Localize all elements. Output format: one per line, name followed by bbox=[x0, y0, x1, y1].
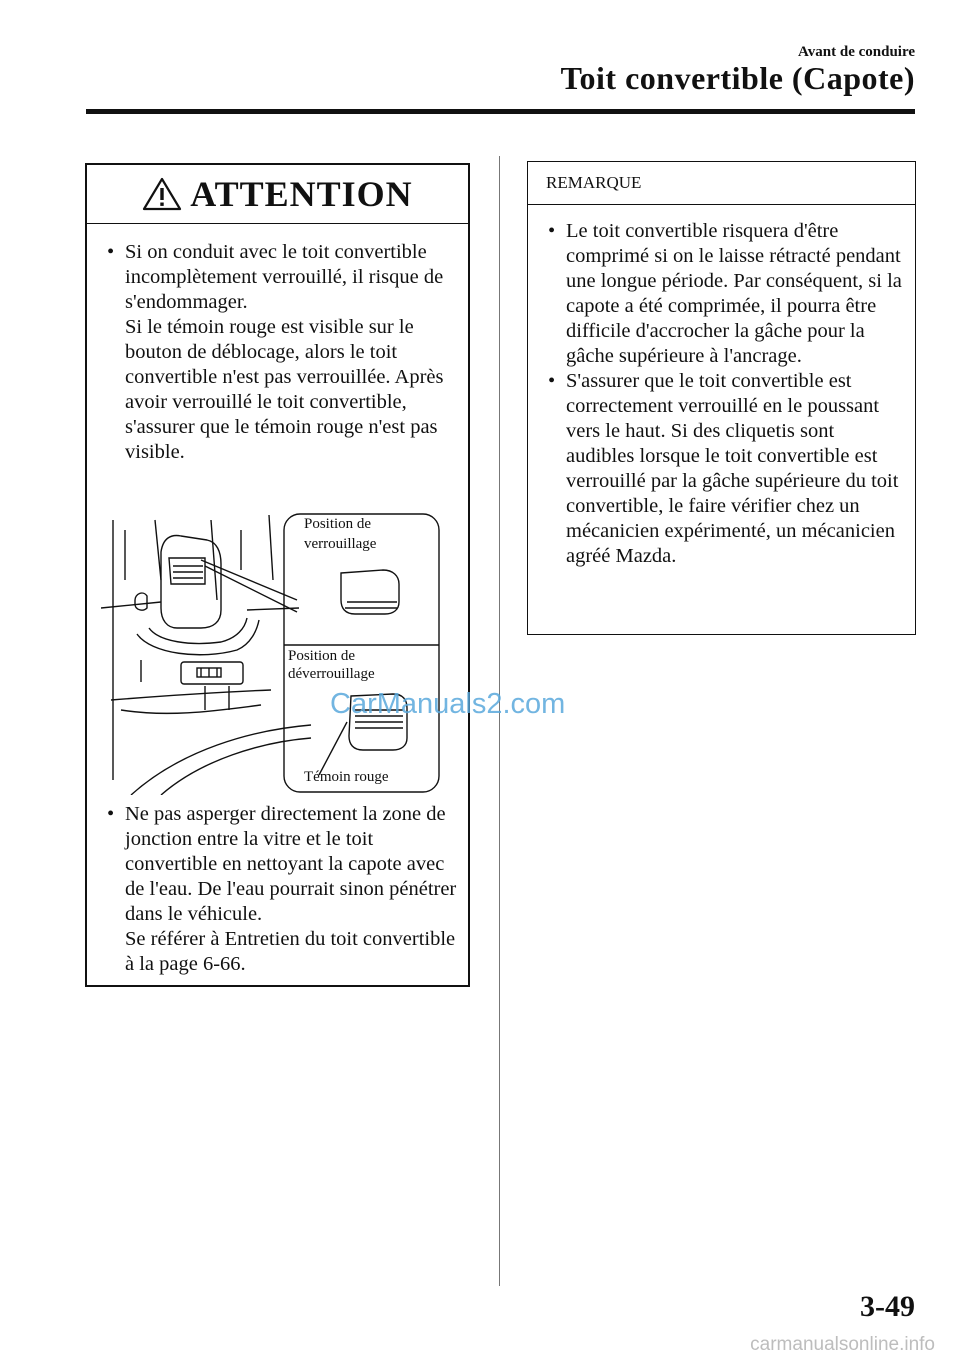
bullet-glyph: • bbox=[107, 241, 115, 263]
caution-title: ATTENTION bbox=[190, 174, 413, 214]
note-box bbox=[527, 161, 916, 635]
caution-box bbox=[85, 163, 470, 987]
unlocked-position-label bbox=[288, 647, 375, 683]
page-title: Toit convertible (Capote) bbox=[560, 60, 915, 96]
caution-paragraph: Si le témoin rouge est visible sur le bouton de déblocage, alors le toit convertible n'est pas verrouillée. Après avoir verrouillé le toit convertible, s'assurer que le témoin rouge n'est pas visible. bbox=[125, 316, 444, 463]
console-drawing bbox=[101, 510, 456, 795]
unlocked-label-line: Position de bbox=[288, 648, 356, 664]
note-paragraph: Le toit convertible risquera d'être comprimé si on le laisse rétracté pendant une longue période. Par conséquent, si la capote a été comprimée, il pourra être difficile d'accrocher la gâche pour la gâche supérieure à l'ancrage. bbox=[566, 220, 902, 367]
page-number: 3-49 bbox=[860, 1290, 915, 1323]
caution-item bbox=[87, 802, 458, 977]
locked-label-line: Position de bbox=[304, 516, 372, 532]
header-rule bbox=[86, 109, 915, 114]
release-button-illustration bbox=[101, 510, 456, 795]
caution-paragraph: Se référer à Entretien du toit convertible à la page 6-66. bbox=[125, 928, 456, 975]
red-indicator-label: Témoin rouge bbox=[304, 769, 389, 785]
footer-site: carmanualsonline.info bbox=[750, 1334, 935, 1355]
watermark: CarManuals2.com bbox=[330, 688, 566, 720]
note-paragraph: S'assurer que le toit convertible est correctement verrouillé en le poussant vers le haut. Si des cliquetis sont audibles lorsque le toit convertible est verrouillé par la gâche supérieure du toit convertible, le faire vérifier chez un mécanicien expérimenté, un mécanicien agréé Mazda. bbox=[566, 370, 899, 567]
caution-list bbox=[87, 802, 458, 977]
section-title: Avant de conduire bbox=[798, 44, 915, 60]
note-list bbox=[528, 219, 907, 569]
note-item bbox=[528, 369, 907, 569]
warning-triangle-icon bbox=[142, 177, 182, 211]
bullet-glyph: • bbox=[107, 803, 115, 825]
bullet-glyph: • bbox=[548, 220, 556, 242]
locked-label-line: verrouillage bbox=[304, 536, 377, 552]
caution-header bbox=[87, 165, 468, 224]
caution-paragraph: Ne pas asperger directement la zone de jonction entre la vitre et le toit convertible en nettoyant la capote avec de l'eau. De l'eau pourrait sinon pénétrer dans le véhicule. bbox=[125, 803, 457, 925]
caution-paragraph: Si on conduit avec le toit convertible incomplètement verrouillé, il risque de s'endommager. bbox=[125, 241, 444, 313]
unlocked-label-line: déverrouillage bbox=[288, 666, 375, 682]
column-divider bbox=[499, 156, 500, 1286]
note-item bbox=[528, 219, 907, 369]
bullet-glyph: • bbox=[548, 370, 556, 392]
locked-position-label bbox=[304, 514, 376, 554]
caution-item bbox=[87, 240, 458, 465]
caution-list bbox=[87, 240, 458, 465]
note-title: REMARQUE bbox=[528, 162, 915, 205]
